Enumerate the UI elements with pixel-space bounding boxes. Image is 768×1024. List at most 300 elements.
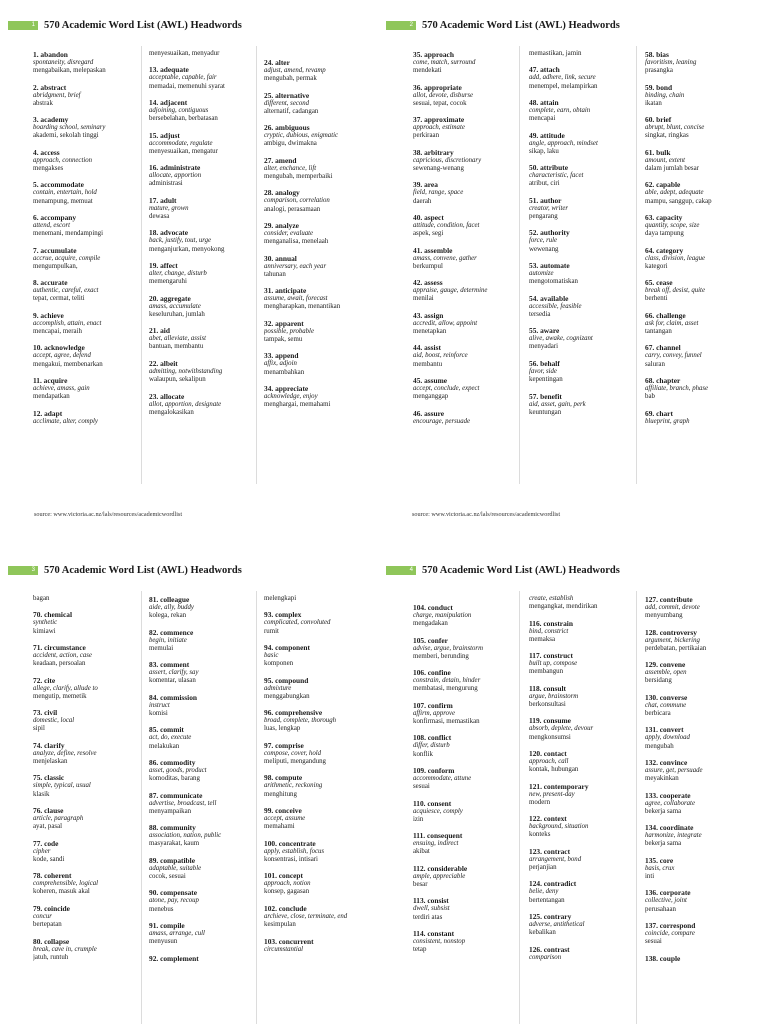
headword: 113. consist: [413, 896, 449, 906]
word-entry: [529, 814, 639, 840]
headword: 34. appreciate: [264, 384, 309, 394]
synonyms: built up, compose: [529, 660, 578, 668]
translation: menyesuaikan, mengatur: [149, 147, 218, 155]
word-entry: [149, 856, 259, 882]
headword: 43. assign: [413, 310, 444, 320]
translation: aspek, segi: [413, 230, 444, 238]
synonyms: arrangement, bond: [529, 855, 582, 863]
headword: 61. bulk: [645, 147, 671, 157]
word-column: [645, 50, 755, 490]
headword: 59. bond: [645, 82, 673, 92]
translation: memulai: [149, 644, 174, 652]
synonyms: arithmetic, reckoning: [264, 782, 323, 790]
synonyms: alter, change, disturb: [149, 270, 207, 278]
headword: 36. appropriate: [413, 82, 462, 92]
synonyms: allege, clarify, allude to: [33, 684, 98, 692]
headword: 116. constrain: [529, 618, 573, 628]
synonyms: comparison, correlation: [264, 197, 330, 205]
headword: 74. clarify: [33, 740, 65, 750]
word-entry: [33, 871, 138, 897]
headword: 87. communicate: [149, 790, 203, 800]
translation: besar: [413, 881, 428, 889]
word-entry: [645, 628, 755, 654]
word-entry: [264, 58, 374, 84]
headword: 99. conceive: [264, 806, 302, 816]
word-entry: [149, 294, 259, 320]
column-divider: [141, 46, 142, 484]
synonyms: alive, awake, cognizant: [529, 335, 593, 343]
translation: bantuan, membantu: [149, 343, 204, 351]
translation: ayat, pasal: [33, 823, 63, 831]
translation: menempel, melampirkan: [529, 82, 598, 90]
translation: mengotomatiskan: [529, 278, 578, 286]
synonyms: adjoining, contiguous: [149, 107, 209, 115]
word-entry: [529, 98, 634, 124]
translation: menampung, memuat: [33, 197, 93, 205]
translation: mengharapkan, menantikan: [264, 303, 341, 311]
translation: inti: [645, 873, 655, 881]
word-entry: [529, 326, 634, 352]
synonyms: alter, enchance, lift: [264, 164, 317, 172]
word-entry: [413, 668, 523, 694]
synonyms: asset, goods, product: [149, 767, 207, 775]
headword: 124. contradict: [529, 879, 577, 889]
translation: menyampaikan: [149, 807, 192, 815]
synonyms: allocate, apportion: [149, 172, 202, 180]
translation: mendekati: [413, 67, 442, 75]
synonyms: attitude, condition, facet: [413, 222, 480, 230]
synonyms: agree, collaborate: [645, 799, 695, 807]
synonyms: analyze, define, resolve: [33, 749, 97, 757]
word-entry: [33, 773, 138, 799]
synonyms: apply, download: [645, 734, 690, 742]
headword: 52. authority: [529, 228, 570, 238]
headword: 131. convert: [645, 725, 684, 735]
word-entry: [264, 643, 374, 669]
headword: 127. contribute: [645, 595, 693, 604]
translation: bagan: [33, 595, 50, 602]
synonyms: atone, pay, recoup: [149, 897, 199, 905]
translation: mengalokasikan: [149, 408, 194, 416]
synonyms: affirm, approve: [413, 709, 456, 717]
translation: konsentrasi, intisari: [264, 855, 318, 863]
headword: 67. channel: [645, 343, 681, 353]
synonyms: approach, connection: [33, 156, 93, 164]
synonyms: assume, await, forecast: [264, 295, 328, 303]
translation: luas, lengkap: [264, 725, 301, 733]
translation: tantangan: [645, 328, 672, 336]
page-number-badge: 2: [386, 21, 416, 30]
translation: menghargai, memahami: [264, 401, 331, 409]
synonyms: adjust, amend, revamp: [264, 67, 326, 74]
headword: 27. amend: [264, 155, 297, 165]
synonyms: class, division, league: [645, 254, 706, 262]
translation: melakukan: [149, 742, 180, 750]
headword: 40. aspect: [413, 213, 444, 223]
word-entry: [413, 343, 523, 369]
translation: pengarang: [529, 213, 558, 221]
headword: 29. analyze: [264, 221, 299, 231]
synonyms: assure, get, persuade: [645, 767, 703, 775]
headword: 81. colleague: [149, 595, 190, 604]
translation: bersidang: [645, 677, 672, 685]
word-entry: [149, 595, 259, 621]
synonyms: ample, appreciable: [413, 872, 466, 880]
headword: 42. assess: [413, 278, 443, 288]
translation: singkat, ringkas: [645, 132, 689, 140]
headword: 49. attitude: [529, 130, 565, 140]
synonyms: amass, accumulate: [149, 302, 201, 310]
headword: 35. approach: [413, 50, 454, 59]
translation: perdebatan, pertikaian: [645, 644, 707, 652]
word-entry: [529, 595, 639, 612]
translation: meyakinkan: [645, 775, 679, 783]
synonyms: consider, evaluate: [264, 230, 314, 238]
headword: 121. contemporary: [529, 781, 589, 791]
word-entry: [645, 660, 755, 686]
word-entry: [33, 376, 133, 402]
headword: 1. abandon: [33, 50, 68, 59]
word-entry: [149, 758, 259, 784]
synonyms: complete, earn, obtain: [529, 107, 591, 115]
headword: 96. comprehensive: [264, 708, 323, 718]
word-entry: [645, 791, 755, 817]
headword: 33. append: [264, 351, 299, 361]
synonyms: archieve, close, terminate, end: [264, 912, 348, 920]
translation: meliputi, mengandung: [264, 758, 327, 766]
synonyms: absorb, deplete, devour: [529, 725, 594, 733]
word-entry: [264, 188, 374, 214]
synonyms: simple, typical, usual: [33, 782, 91, 790]
word-entry: [149, 326, 259, 352]
synonyms: dwell, subsist: [413, 905, 450, 913]
headword: 123. contract: [529, 846, 571, 856]
translation: modern: [529, 798, 551, 806]
translation: walaupun, sekalipun: [149, 376, 206, 384]
translation: perkiraan: [413, 132, 440, 140]
word-entry: [413, 148, 523, 174]
word-entry: [149, 660, 259, 686]
translation: komponen: [264, 660, 294, 668]
headword: 83. comment: [149, 660, 190, 670]
synonyms: bind, constrict: [529, 627, 569, 635]
headword: 114. constant: [413, 929, 455, 939]
synonyms: coincide, compare: [645, 930, 695, 938]
word-entry: [529, 782, 639, 808]
word-entry: [645, 409, 755, 426]
word-entry: [529, 879, 639, 905]
translation: masyarakat, kaum: [149, 840, 200, 848]
word-entry: [645, 888, 755, 914]
word-entry: [149, 392, 259, 418]
word-entry: [645, 376, 755, 402]
word-entry: [645, 954, 755, 963]
synonyms: amass, arrange, cull: [149, 930, 205, 938]
translation: menyusun: [149, 938, 178, 946]
headword: 109. conform: [413, 766, 455, 776]
translation: membangun: [529, 668, 564, 676]
word-entry: [529, 228, 634, 254]
translation: mengubah, permak: [264, 75, 317, 83]
translation: daya tampung: [645, 230, 684, 238]
word-entry: [529, 294, 634, 320]
word-entry: [149, 261, 259, 287]
headword: 93. complex: [264, 610, 302, 620]
word-entry: [645, 278, 755, 304]
headword: 53. automate: [529, 261, 570, 271]
synonyms: acceptable, capable, fair: [149, 74, 217, 82]
synonyms: aid, boost, reinforce: [413, 352, 468, 360]
word-entry: [33, 595, 138, 603]
headword: 28. analogy: [264, 188, 300, 198]
translation: kesimpulan: [264, 921, 296, 929]
word-entry: [33, 937, 138, 963]
synonyms: binding, chain: [645, 91, 685, 99]
translation: melengkapi: [264, 595, 297, 602]
synonyms: approach, estimate: [413, 124, 465, 132]
word-column: [33, 50, 133, 490]
word-entry: [264, 595, 374, 603]
headword: 57. benefit: [529, 391, 562, 401]
headword: 110. consent: [413, 798, 452, 808]
synonyms: accept, agree, defend: [33, 352, 91, 360]
synonyms: admixture: [264, 684, 292, 692]
translation: koheren, masuk akal: [33, 888, 90, 896]
headword: 41. assemble: [413, 245, 453, 255]
source-note: source: www.victoria.ac.nz/lals/resources/academicwordlist: [34, 511, 183, 518]
word-entry: [529, 261, 634, 287]
synonyms: harmonize, integrate: [645, 832, 702, 840]
synonyms: blueprint, graph: [645, 417, 690, 425]
translation: membantu: [413, 360, 443, 368]
headword: 132. convince: [645, 758, 688, 768]
synonyms: come, match, surround: [413, 59, 476, 66]
headword: 88. community: [149, 823, 196, 833]
headword: 4. access: [33, 147, 60, 157]
headword: 3. academy: [33, 115, 69, 125]
translation: mengutip, memetik: [33, 692, 87, 700]
translation: bersebelahan, berbatasan: [149, 115, 218, 123]
synonyms: spontaneity, disregard: [33, 59, 94, 66]
synonyms: allot, apportion, designate: [149, 400, 222, 408]
word-column: [33, 595, 138, 1024]
synonyms: accident, action, case: [33, 652, 92, 660]
synonyms: broad, complete, thorough: [264, 717, 336, 725]
headword: 54. available: [529, 293, 569, 303]
panel-header: [386, 18, 746, 32]
headword: 51. author: [529, 195, 562, 205]
word-entry: [645, 725, 755, 751]
headword: 126. contrast: [529, 944, 570, 954]
synonyms: anniversary, each year: [264, 262, 327, 270]
synonyms: achieve, amass, gain: [33, 385, 90, 393]
headword: 71. circumstance: [33, 643, 86, 653]
translation: kepentingan: [529, 376, 563, 384]
synonyms: argue, brainstorm: [529, 692, 579, 700]
synonyms: ensuing, indirect: [413, 840, 459, 848]
word-entry: [149, 359, 259, 385]
headword: 2. abstract: [33, 82, 67, 92]
translation: kebalikan: [529, 929, 556, 937]
synonyms: synthetic: [33, 619, 58, 627]
headword: 56. behalf: [529, 358, 560, 368]
word-entry: [264, 91, 374, 117]
headword: 31. anticipate: [264, 286, 307, 296]
synonyms: article, paragraph: [33, 815, 84, 823]
word-entry: [264, 254, 374, 280]
word-entry: [645, 343, 755, 369]
word-entry: [645, 148, 755, 174]
headword: 76. clause: [33, 806, 64, 816]
word-entry: [33, 148, 133, 174]
synonyms: basis, crux: [645, 864, 675, 872]
synonyms: accept, conclude, expect: [413, 385, 480, 393]
headword: 129. convene: [645, 660, 686, 670]
translation: menggabungkan: [264, 692, 310, 700]
translation: menganggap: [413, 393, 449, 401]
word-entry: [264, 319, 374, 345]
word-entry: [33, 741, 138, 767]
translation: perjanjian: [529, 864, 557, 872]
word-entry: [413, 636, 523, 662]
translation: abstrak: [33, 99, 53, 107]
translation: cocok, sesuai: [149, 873, 186, 881]
word-entry: [264, 806, 374, 832]
synonyms: admitting, notwithstanding: [149, 367, 223, 375]
translation: tampak, semu: [264, 336, 303, 344]
headword: 5. accommodate: [33, 180, 84, 190]
headword: 66. challenge: [645, 310, 686, 320]
translation: sewenang-wenang: [413, 165, 464, 173]
word-column: [149, 595, 259, 1024]
word-entry: [33, 343, 133, 369]
synonyms: affiliate, branch, phase: [645, 385, 709, 393]
synonyms: affix, adjoin: [264, 360, 297, 368]
word-entry: [33, 610, 138, 636]
word-entry: [264, 286, 374, 312]
headword: 130. converse: [645, 692, 688, 702]
word-entry: [529, 912, 639, 938]
translation: memadai, memenuhi syarat: [149, 82, 225, 90]
word-entry: [149, 954, 259, 963]
headword: 17. adult: [149, 195, 177, 205]
synonyms: break off, desist, quite: [645, 287, 705, 295]
headword: 50. attribute: [529, 163, 568, 173]
synonyms: basic: [264, 652, 279, 660]
headword: 12. adapt: [33, 408, 63, 418]
panel-title: 570 Academic Word List (AWL) Headwords: [44, 19, 242, 31]
word-entry: [413, 376, 523, 402]
translation: klasik: [33, 790, 50, 798]
headword: 82. commence: [149, 627, 194, 637]
synonyms: add, commit, devote: [645, 604, 700, 611]
word-entry: [33, 839, 138, 865]
translation: konsep, gagasan: [264, 888, 310, 896]
headword: 18. advocate: [149, 228, 188, 238]
synonyms: quantity, scope, size: [645, 222, 700, 230]
translation: menambahkan: [264, 368, 305, 376]
headword: 48. attain: [529, 98, 559, 108]
translation: berkonsultasi: [529, 701, 566, 709]
headword: 95. compound: [264, 675, 309, 685]
synonyms: capricious, discretionary: [413, 156, 482, 164]
headword: 103. concurrent: [264, 936, 314, 946]
synonyms: aid, asset, gain, perk: [529, 400, 586, 408]
synonyms: amount, extent: [645, 156, 686, 164]
translation: mengakui, membenarkan: [33, 360, 103, 368]
word-entry: [33, 643, 138, 669]
headword: 11. acquire: [33, 376, 68, 386]
translation: bertepatan: [33, 921, 62, 929]
translation: konteks: [529, 831, 551, 839]
synonyms: approach, call: [529, 758, 569, 766]
headword: 136. corporate: [645, 888, 691, 898]
translation: mengumpulkan,: [33, 262, 78, 270]
headword: 13. adequate: [149, 65, 189, 75]
headword: 26. ambiguous: [264, 123, 310, 133]
synonyms: field, range, space: [413, 189, 464, 197]
word-entry: [529, 65, 634, 91]
headword: 15. adjust: [149, 130, 180, 140]
synonyms: favor, side: [529, 367, 557, 375]
translation: mengubah, memperbaiki: [264, 173, 333, 181]
headword: 86. commodity: [149, 758, 196, 768]
synonyms: boarding school, seminary: [33, 124, 106, 132]
translation: memahami: [264, 823, 295, 831]
translation: menetapkan: [413, 328, 447, 336]
word-entry: [529, 392, 634, 418]
word-entry: [264, 904, 374, 930]
headword: 19. affect: [149, 261, 178, 271]
translation: mencapai: [529, 115, 556, 123]
column-divider: [141, 591, 142, 1024]
word-entry: [529, 716, 639, 742]
translation: mengabaikan, melepaskan: [33, 67, 106, 75]
word-entry: [413, 213, 523, 239]
headword: 108. conflict: [413, 733, 452, 743]
headword: 46. assure: [413, 408, 445, 418]
translation: alternatif, cadangan: [264, 107, 319, 115]
translation: menghitung: [264, 790, 297, 798]
synonyms: accept, assume: [264, 815, 306, 823]
synonyms: adaptable, suitable: [149, 864, 202, 872]
translation: menyadari: [529, 343, 559, 351]
synonyms: act, do, execute: [149, 734, 192, 742]
word-entry: [645, 115, 755, 141]
translation: kimiawi: [33, 627, 56, 635]
word-entry: [645, 246, 755, 272]
synonyms: accommodate, attune: [413, 775, 472, 783]
headword: 79. coincide: [33, 903, 70, 913]
word-entry: [529, 359, 634, 385]
synonyms: approach, notion: [264, 880, 311, 888]
word-entry: [413, 896, 523, 922]
word-entry: [149, 921, 259, 947]
headword: 118. consult: [529, 683, 566, 693]
translation: bab: [645, 393, 655, 401]
translation: bekerja sama: [645, 840, 682, 848]
column-divider: [636, 46, 637, 484]
synonyms: favoritism, leaning: [645, 59, 697, 66]
word-entry: [529, 619, 639, 645]
synonyms: authentic, careful, exact: [33, 287, 99, 295]
translation: menemani, mendampingi: [33, 230, 104, 238]
synonyms: amass, convene, gather: [413, 254, 477, 262]
synonyms: characteristic, facet: [529, 172, 584, 180]
headword: 134. coordinate: [645, 823, 694, 833]
synonyms: acclimate, alter, comply: [33, 417, 98, 425]
word-entry: [413, 409, 523, 426]
